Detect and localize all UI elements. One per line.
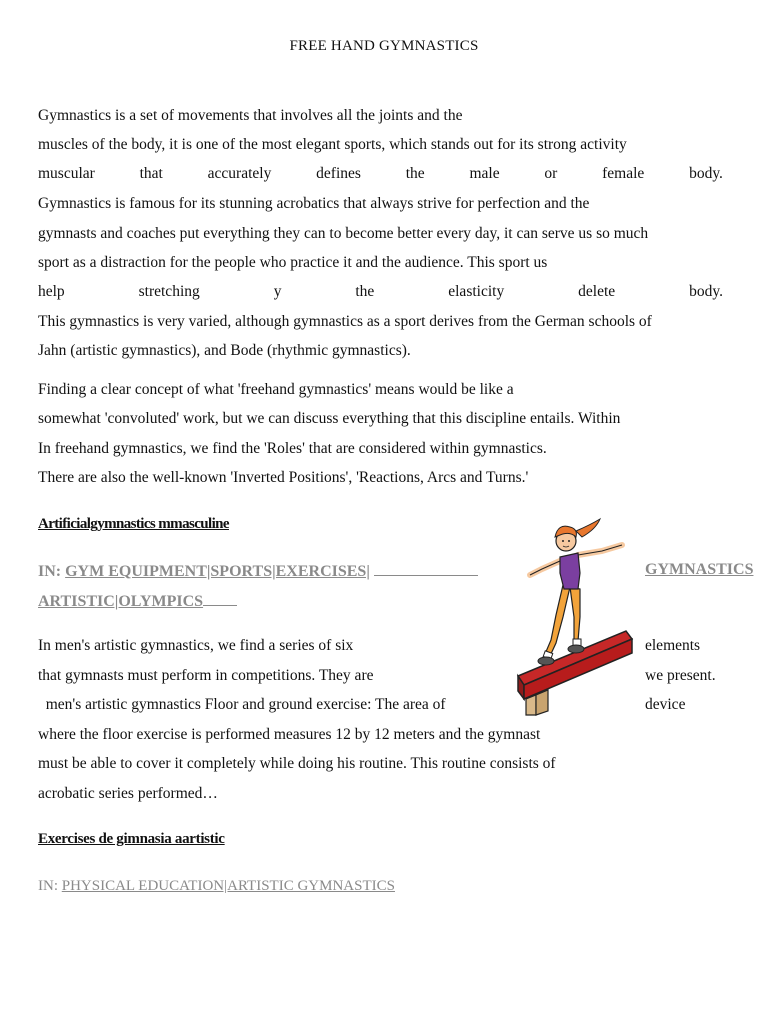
heading-text: Artificialgymnastics mmasculine bbox=[38, 516, 229, 532]
p1-line-3-justified bbox=[38, 165, 723, 183]
p2-line-1: Finding a clear concept of what 'freehand gymnastics' means would be like a bbox=[38, 381, 514, 398]
word: the bbox=[355, 283, 375, 300]
p3-line-3-right: device bbox=[645, 696, 686, 713]
p1-line-4: Gymnastics is famous for its stunning acrobatics that always strive for perfection and the bbox=[38, 195, 590, 212]
heading-underline-gap bbox=[225, 831, 233, 848]
p1-line-1: Gymnastics is a set of movements that involves all the joints and the bbox=[38, 107, 463, 124]
word: delete bbox=[578, 283, 616, 300]
p2-line-2: somewhat 'convoluted' work, but we can discuss everything that this discipline entails. Within bbox=[38, 410, 621, 427]
word: or bbox=[544, 165, 558, 182]
category-line-3 bbox=[38, 878, 395, 895]
category-line-1 bbox=[38, 561, 478, 581]
word: stretching bbox=[138, 283, 200, 300]
word: female bbox=[602, 165, 645, 182]
p2-line-4: There are also the well-known 'Inverted Positions', 'Reactions, Arcs and Turns.' bbox=[38, 469, 529, 486]
p3-line-6: acrobatic series performed… bbox=[38, 785, 218, 802]
section-heading-mens-gymnastics bbox=[38, 516, 271, 533]
section-heading-exercises bbox=[38, 831, 233, 848]
p3-line-1-right: elements bbox=[645, 637, 701, 654]
word: help bbox=[38, 283, 65, 300]
p1-line-9: Jahn (artistic gymnastics), and Bode (rhythmic gymnastics). bbox=[38, 342, 411, 359]
word: accurately bbox=[207, 165, 272, 182]
category-link-gym-equipment[interactable]: GYM EQUIPMENT|SPORTS|EXERCISES| bbox=[65, 563, 370, 580]
p1-line-8: This gymnastics is very varied, although gymnastics as a sport derives from the German schools of bbox=[38, 313, 652, 330]
p2-line-3: In freehand gymnastics, we find the 'Roles' that are considered within gymnastics. bbox=[38, 440, 547, 457]
p3-line-4: where the floor exercise is performed measures 12 by 12 meters and the gymnast bbox=[38, 726, 541, 743]
word: defines bbox=[316, 165, 361, 182]
word: body. bbox=[689, 283, 723, 300]
p3-line-2-left: that gymnasts must perform in competitions. They are bbox=[38, 667, 374, 684]
underline-gap bbox=[374, 561, 478, 576]
underline-gap bbox=[203, 591, 237, 606]
p1-line-7-justified bbox=[38, 283, 723, 301]
p1-line-5: gymnasts and coaches put everything they can to become better every day, it can serve us so much bbox=[38, 225, 649, 242]
p3-line-3-left: men's artistic gymnastics Floor and ground exercise: The area of bbox=[38, 696, 446, 713]
word: that bbox=[139, 165, 163, 182]
word: the bbox=[405, 165, 425, 182]
category-line-2 bbox=[38, 591, 237, 611]
gymnast-balance-beam-illustration bbox=[508, 513, 644, 717]
category-link-artistic-olympics[interactable]: ARTISTIC|OLYMPICS bbox=[38, 593, 204, 610]
category-prefix: IN: bbox=[38, 563, 66, 580]
heading-text: Exercises de gimnasia aartistic bbox=[38, 831, 225, 847]
p1-line-2: muscles of the body, it is one of the most elegant sports, which stands out for its strong activity bbox=[38, 136, 627, 153]
p3-line-2-right: we present. bbox=[645, 667, 716, 684]
word: body. bbox=[689, 165, 723, 182]
category-prefix: IN: bbox=[38, 878, 62, 894]
heading-underline-gap bbox=[229, 516, 271, 533]
p1-line-6: sport as a distraction for the people who practice it and the audience. This sport us bbox=[38, 254, 548, 271]
page-title: FREE HAND GYMNASTICS bbox=[289, 38, 479, 54]
category-link-gymnastics[interactable]: GYMNASTICS bbox=[645, 561, 754, 578]
word: elasticity bbox=[448, 283, 505, 300]
word: y bbox=[273, 283, 282, 300]
category-link-physical-education[interactable]: PHYSICAL EDUCATION|ARTISTIC GYMNASTICS bbox=[61, 878, 395, 894]
word: male bbox=[469, 165, 500, 182]
p3-line-1-left: In men's artistic gymnastics, we find a series of six bbox=[38, 637, 354, 654]
p3-line-5: must be able to cover it completely while doing his routine. This routine consists of bbox=[38, 755, 556, 772]
word: muscular bbox=[38, 165, 95, 182]
